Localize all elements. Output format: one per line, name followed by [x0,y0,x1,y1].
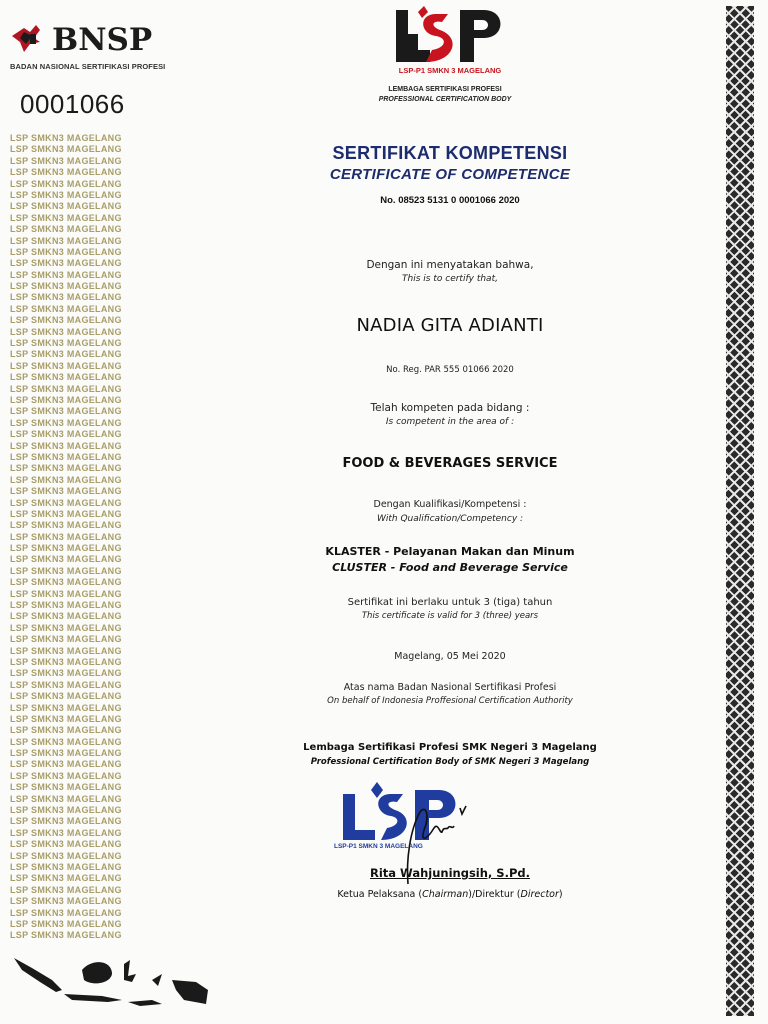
certificate-title-en: CERTIFICATE OF COMPETENCE [329,166,571,183]
watermark-line: LSP SMKN3 MAGELANG [10,679,122,690]
watermark-line: LSP SMKN3 MAGELANG [10,588,122,599]
watermark-line: LSP SMKN3 MAGELANG [10,918,122,929]
watermark-line: LSP SMKN3 MAGELANG [10,451,122,462]
watermark-column [10,133,150,942]
watermark-line: LSP SMKN3 MAGELANG [10,520,122,531]
watermark-line: LSP SMKN3 MAGELANG [10,326,122,337]
watermark-line: LSP SMKN3 MAGELANG [10,770,122,781]
watermark-line: LSP SMKN3 MAGELANG [10,782,122,793]
lsp-logo-caption: LSP-P1 SMKN 3 MAGELANG [398,66,502,75]
watermark-line: LSP SMKN3 MAGELANG [10,862,122,872]
watermark-line: LSP SMKN3 MAGELANG [10,338,122,349]
watermark-line: LSP SMKN3 MAGELANG [10,201,122,212]
signatory-title-chairman: Chairman [422,889,469,900]
watermark-line: LSP SMKN3 MAGELANG [10,497,122,508]
watermark-line: LSP SMKN3 MAGELANG [10,531,122,542]
watermark-line: LSP SMKN3 MAGELANG [10,349,122,360]
watermark-line: LSP SMKN3 MAGELANG [10,930,122,941]
watermark-line: LSP SMKN3 MAGELANG [10,827,122,838]
bnsp-subtitle: BADAN NASIONAL SERTIFIKASI PROFESI [10,62,166,71]
stamp-caption: LSP-P1 SMKN 3 MAGELANG [334,843,423,850]
decorative-border [726,6,754,1016]
holder-name: NADIA GITA ADIANTI [356,315,544,336]
cluster-name-en: CLUSTER - Food and Beverage Service [332,561,568,574]
watermark-line: LSP SMKN3 MAGELANG [10,691,122,702]
watermark-line: LSP SMKN3 MAGELANG [10,463,122,474]
watermark-line: LSP SMKN3 MAGELANG [10,839,122,850]
watermark-line: LSP SMKN3 MAGELANG [10,155,122,166]
watermark-line: LSP SMKN3 MAGELANG [10,656,122,667]
signatory-title-mid: )/Direktur ( [468,889,521,900]
watermark-line: LSP SMKN3 MAGELANG [10,235,122,246]
qualification-text: Dengan Kualifikasi/Kompetensi : [373,499,527,510]
watermark-line: LSP SMKN3 MAGELANG [10,793,122,804]
watermark-line: LSP SMKN3 MAGELANG [10,622,122,633]
watermark-line: LSP SMKN3 MAGELANG [10,805,122,816]
watermark-line: LSP SMKN3 MAGELANG [10,725,122,736]
watermark-line: LSP SMKN3 MAGELANG [10,292,122,303]
watermark-line: LSP SMKN3 MAGELANG [10,394,122,405]
lsp-logo-top [380,4,520,75]
signatory-title-suffix: ) [558,889,563,900]
watermark-line: LSP SMKN3 MAGELANG [10,167,122,178]
watermark-line: LSP SMKN3 MAGELANG [10,759,122,770]
signatory-title [250,889,650,900]
watermark-line: LSP SMKN3 MAGELANG [10,850,122,861]
watermark-line: LSP SMKN3 MAGELANG [10,429,122,440]
watermark-line: LSP SMKN3 MAGELANG [10,565,122,576]
watermark-line: LSP SMKN3 MAGELANG [10,133,122,143]
competent-text-en: Is competent in the area of : [385,417,515,427]
watermark-line: LSP SMKN3 MAGELANG [10,212,122,223]
watermark-line: LSP SMKN3 MAGELANG [10,896,122,907]
lsp-logo-icon [388,4,512,66]
watermark-line: LSP SMKN3 MAGELANG [10,224,122,235]
bnsp-wordmark: BNSP [52,22,153,58]
watermark-line: LSP SMKN3 MAGELANG [10,417,122,428]
watermark-line: LSP SMKN3 MAGELANG [10,713,122,724]
competency-field: FOOD & BEVERAGES SERVICE [342,456,558,471]
watermark-line: LSP SMKN3 MAGELANG [10,189,122,200]
place-date: Magelang, 05 Mei 2020 [394,651,506,662]
watermark-line: LSP SMKN3 MAGELANG [10,748,122,759]
watermark-line: LSP SMKN3 MAGELANG [10,258,122,269]
watermark-line: LSP SMKN3 MAGELANG [10,144,122,155]
watermark-line: LSP SMKN3 MAGELANG [10,600,122,611]
watermark-line: LSP SMKN3 MAGELANG [10,873,122,884]
watermark-line: LSP SMKN3 MAGELANG [10,269,122,280]
bnsp-logo [10,22,170,71]
watermark-line: LSP SMKN3 MAGELANG [10,406,122,417]
lsp-body-name: LEMBAGA SERTIFIKASI PROFESI [388,86,502,93]
declare-text-en: This is to certify that, [402,274,498,284]
signatory-title-director: Director [520,889,559,900]
watermark-line: LSP SMKN3 MAGELANG [10,383,122,394]
validity-text: Sertifikat ini berlaku untuk 3 (tiga) tahun [347,597,553,608]
watermark-line: LSP SMKN3 MAGELANG [10,360,122,371]
watermark-line: LSP SMKN3 MAGELANG [10,645,122,656]
watermark-line: LSP SMKN3 MAGELANG [10,303,122,314]
certificate-number: No. 08523 5131 0 0001066 2020 [380,195,520,206]
watermark-line: LSP SMKN3 MAGELANG [10,702,122,713]
lsp-body-name-en: PROFESSIONAL CERTIFICATION BODY [378,96,512,103]
cluster-name: KLASTER - Pelayanan Makan dan Minum [325,545,575,558]
watermark-line: LSP SMKN3 MAGELANG [10,577,122,588]
signatory-title-prefix: Ketua Pelaksana ( [337,889,423,900]
registration-number: No. Reg. PAR 555 01066 2020 [386,365,514,375]
declare-text: Dengan ini menyatakan bahwa, [366,259,534,271]
watermark-line: LSP SMKN3 MAGELANG [10,736,122,747]
qualification-text-en: With Qualification/Competency : [376,514,524,524]
watermark-line: LSP SMKN3 MAGELANG [10,315,122,326]
watermark-line: LSP SMKN3 MAGELANG [10,634,122,645]
competent-text: Telah kompeten pada bidang : [370,402,530,414]
watermark-line: LSP SMKN3 MAGELANG [10,178,122,189]
on-behalf-text: Atas nama Badan Nasional Sertifikasi Profesi [343,682,557,693]
garuda-icon [10,22,50,58]
validity-text-en: This certificate is valid for 3 (three) years [361,611,539,621]
watermark-line: LSP SMKN3 MAGELANG [10,372,122,383]
indonesia-map-icon [12,950,212,1010]
watermark-line: LSP SMKN3 MAGELANG [10,474,122,485]
signatory-name: Rita Wahjuningsih, S.Pd. [370,866,530,880]
watermark-line: LSP SMKN3 MAGELANG [10,668,122,679]
watermark-line: LSP SMKN3 MAGELANG [10,816,122,827]
watermark-line: LSP SMKN3 MAGELANG [10,907,122,918]
watermark-line: LSP SMKN3 MAGELANG [10,246,122,257]
watermark-line: LSP SMKN3 MAGELANG [10,281,122,292]
issuer-name-en: Professional Certification Body of SMK Negeri 3 Magelang [310,757,590,767]
watermark-line: LSP SMKN3 MAGELANG [10,486,122,497]
watermark-line: LSP SMKN3 MAGELANG [10,611,122,622]
issuer-name: Lembaga Sertifikasi Profesi SMK Negeri 3 Magelang [303,742,597,753]
serial-number: 0001066 [20,89,125,119]
on-behalf-text-en: On behalf of Indonesia Proffesional Certification Authority [327,696,573,706]
watermark-line: LSP SMKN3 MAGELANG [10,554,122,565]
watermark-line: LSP SMKN3 MAGELANG [10,543,122,554]
watermark-line: LSP SMKN3 MAGELANG [10,440,122,451]
watermark-line: LSP SMKN3 MAGELANG [10,884,122,895]
certificate-title: SERTIFIKAT KOMPETENSI [332,143,568,163]
watermark-line: LSP SMKN3 MAGELANG [10,508,122,519]
